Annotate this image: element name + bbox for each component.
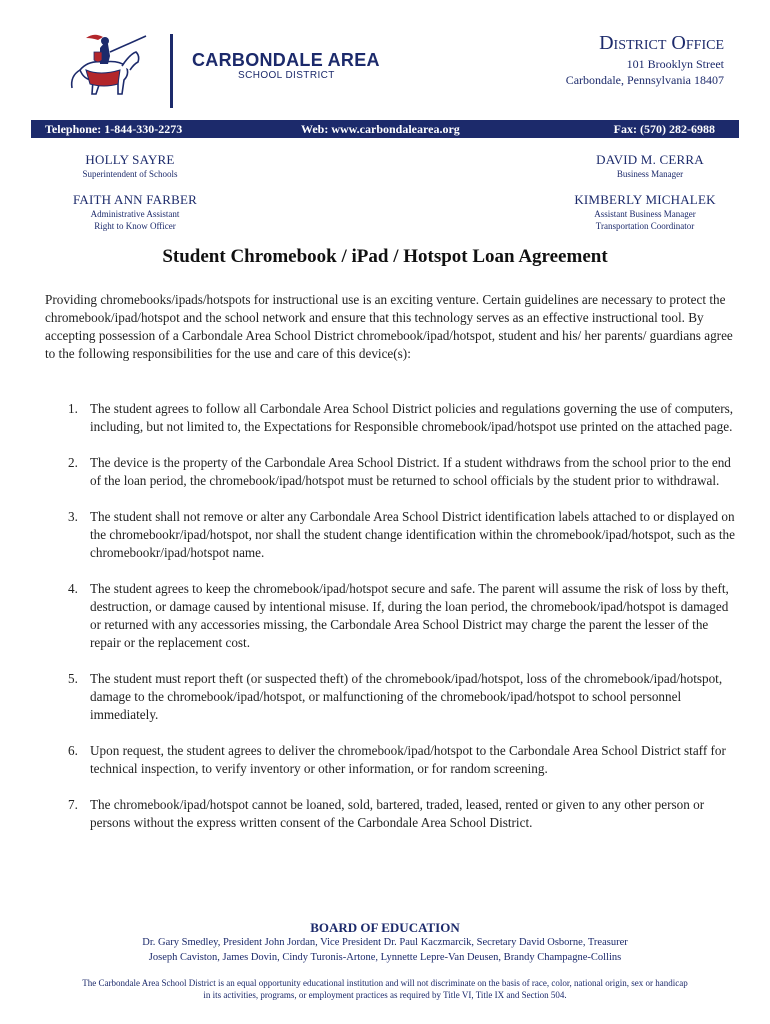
- list-item: 1. The student agrees to follow all Carbondale Area School District policies and regulations governing the use of computers, including, but not limited to, the Expectations for Responsible chromebook/ipad/hotspot use printed on the attached page.: [68, 401, 734, 434]
- district-subtitle: SCHOOL DISTRICT: [238, 70, 335, 81]
- office-title: District Office: [599, 32, 724, 54]
- staff-assistant-business-manager: [560, 192, 730, 232]
- staff-name: DAVID M. CERRA: [596, 152, 704, 167]
- website-link[interactable]: Web: www.carbondalearea.org: [301, 122, 460, 136]
- list-item: 7. The chromebook/ipad/hotspot cannot be loaned, sold, bartered, traded, leased, rented or given to any other person or persons without the express written consent of the Carbondale Area School District.: [68, 797, 705, 830]
- telephone-text: Telephone: 1-844-330-2273: [45, 122, 183, 136]
- term-text: The student must report theft (or suspected theft) of the chromebook/ipad/hotspot, loss of the chromebook/ipad/hotspot, damage to the chromebook/ipad/hotspot, or malfunctioning of the chromebook/ipad/hotspot to school personnel immediately.: [90, 671, 723, 722]
- staff-business-manager: [570, 152, 730, 180]
- board-title: BOARD OF EDUCATION: [310, 920, 460, 935]
- district-logo-knight-icon: [60, 30, 150, 102]
- staff-role: Business Manager: [616, 169, 684, 179]
- district-name: CARBONDALE AREA: [192, 50, 380, 70]
- term-text: The student agrees to keep the chromebook/ipad/hotspot secure and safe. The parent will assume the risk of loss by theft, destruction, or damage caused by intentional misuse. If, during the loan period, the chromebook/ipad/hotspot is damaged or returned with any accessories missing, the Carbondale Area School District may charge the parent the lesser of the repair or the replacement cost.: [90, 581, 729, 650]
- term-text: The student shall not remove or alter any Carbondale Area School District identification labels attached to or displayed on the chromebookr/ipad/hotspot, nor shall the student change identification within the chromebook/ipad/hotspot, such as the chromebookr/ipad/hotspot name.: [90, 509, 735, 560]
- address-line-2: Carbondale, Pennsylvania 18407: [565, 73, 724, 87]
- address-line-1: 101 Brooklyn Street: [626, 57, 724, 71]
- term-text: The student agrees to follow all Carbondale Area School District policies and regulations governing the use of computers, including, but not limited to, the Expectations for Responsible chromebook/ipad/hotspot use printed on the attached page.: [90, 401, 734, 434]
- staff-role: Transportation Coordinator: [595, 221, 695, 231]
- staff-role: Superintendent of Schools: [82, 169, 178, 179]
- fax-text: Fax: (570) 282-6988: [613, 122, 715, 136]
- contact-bar: [31, 120, 739, 138]
- document-title: Student Chromebook / iPad / Hotspot Loan Agreement: [162, 246, 608, 267]
- staff-administrative-assistant: [60, 192, 210, 232]
- eeo-statement-line-1: The Carbondale Area School District is an equal opportunity educational institution and will not discriminate on the basis of race, color, national origin, sex or handicap: [82, 978, 688, 988]
- list-item: 2. The device is the property of the Carbondale Area School District. If a student withdraws from the school prior to the end of the loan period, the chromebook/ipad/hotspot must be returned to school officials by the student prior to withdrawal.: [68, 455, 731, 488]
- staff-role: Right to Know Officer: [94, 221, 176, 231]
- board-members-line-1: Dr. Gary Smedley, President John Jordan, Vice President Dr. Paul Kaczmarcik, Secretary David Osborne, Treasurer: [142, 937, 628, 948]
- eeo-statement-line-2: in its activities, programs, or employment practices as required by Title VI, Title IX and Section 504.: [203, 990, 567, 1000]
- header-divider: [170, 34, 173, 108]
- list-item: 5. The student must report theft (or suspected theft) of the chromebook/ipad/hotspot, loss of the chromebook/ipad/hotspot, damage to the chromebook/ipad/hotspot, or malfunctioning of the chromebook/ipad/hotspot to school personnel immediately.: [68, 671, 723, 722]
- terms-list: [68, 400, 738, 832]
- staff-superintendent: [60, 152, 200, 180]
- list-item: 6. Upon request, the student agrees to deliver the chromebook/ipad/hotspot to the Carbondale Area School District staff for technical inspection, to verify inventory or other information, or for random screening.: [68, 743, 726, 776]
- list-item: 4. The student agrees to keep the chromebook/ipad/hotspot secure and safe. The parent will assume the risk of loss by theft, destruction, or damage caused by intentional misuse. If, during the loan period, the chromebook/ipad/hotspot is damaged or returned with any accessories missing, the Carbondale Area School District may charge the parent the lesser of the repair or the replacement cost.: [68, 581, 729, 650]
- board-members-line-2: Joseph Caviston, James Dovin, Cindy Turonis-Artone, Lynnette Lepre-Van Deusen, Brandy Champagne-Collins: [148, 952, 622, 963]
- staff-name: KIMBERLY MICHALEK: [574, 192, 716, 207]
- staff-role: Assistant Business Manager: [594, 209, 696, 219]
- staff-name: HOLLY SAYRE: [85, 152, 175, 167]
- term-text: The chromebook/ipad/hotspot cannot be loaned, sold, bartered, traded, leased, rented or given to any other person or persons without the express written consent of the Carbondale Area School District.: [90, 797, 705, 830]
- list-item: 3. The student shall not remove or alter any Carbondale Area School District identification labels attached to or displayed on the chromebookr/ipad/hotspot, nor shall the student change identification within the chromebook/ipad/hotspot, such as the chromebookr/ipad/hotspot name.: [68, 509, 735, 560]
- staff-name: FAITH ANN FARBER: [72, 192, 198, 207]
- staff-role: Administrative Assistant: [90, 209, 180, 219]
- term-text: The device is the property of the Carbondale Area School District. If a student withdraws from the school prior to the end of the loan period, the chromebook/ipad/hotspot must be returned to school officials by the student prior to withdrawal.: [90, 455, 731, 488]
- intro-paragraph: Providing chromebooks/ipads/hotspots for instructional use is an exciting venture. Certain guidelines are necessary to protect the chromebook/ipad/hotspot and the school network and ensure that this technology serves as an effective instructional tool. By accepting possession of a Carbondale Area School District chromebook/ipad/hotspot, student and his/ her parents/ guardians agree to the following responsibilities for the use and care of this device(s):: [45, 292, 733, 361]
- term-text: Upon request, the student agrees to deliver the chromebook/ipad/hotspot to the Carbondale Area School District staff for technical inspection, to verify inventory or other information, or for random screening.: [90, 743, 726, 776]
